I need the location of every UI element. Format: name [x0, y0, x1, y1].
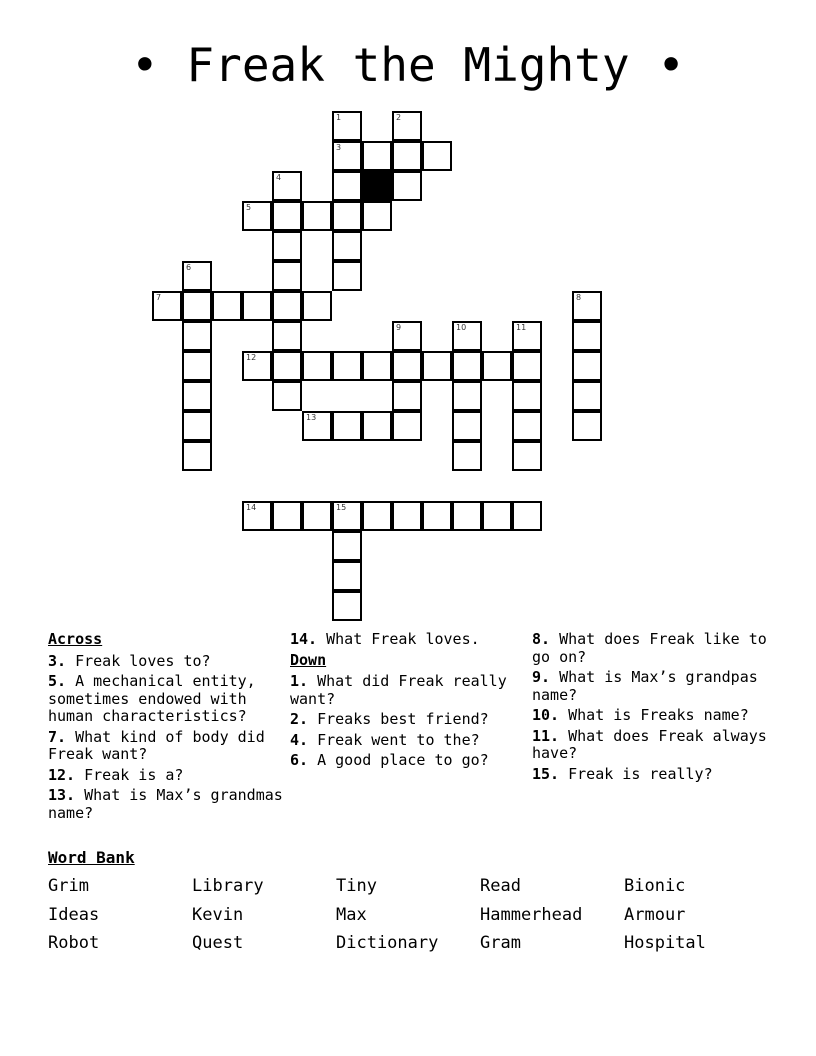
grid-cell[interactable]	[212, 291, 242, 321]
word-bank-item: Gram	[480, 933, 521, 953]
clue-item	[532, 766, 768, 784]
grid-cell[interactable]	[392, 171, 422, 201]
grid-cell[interactable]	[452, 441, 482, 471]
clue-item-text: What is Max’s grandpas name?	[532, 668, 758, 704]
grid-cell[interactable]	[452, 351, 482, 381]
grid-cell[interactable]	[332, 531, 362, 561]
grid-cell[interactable]	[332, 201, 362, 231]
clue-item-text: Freak loves to?	[66, 651, 211, 670]
grid-cell[interactable]	[392, 351, 422, 381]
clue-item-text: What kind of body did Freak want?	[48, 727, 265, 763]
clue-number: 13	[306, 413, 317, 422]
grid-cell[interactable]	[332, 111, 362, 141]
grid-cell[interactable]	[422, 141, 452, 171]
word-bank-item: Max	[336, 905, 367, 925]
clue-item-text: Freak is a?	[75, 765, 184, 784]
word-bank-item: Dictionary	[336, 933, 439, 953]
grid-cell[interactable]	[332, 501, 362, 531]
grid-cell[interactable]	[332, 561, 362, 591]
clue-item-number: 5.	[48, 672, 67, 690]
grid-cell[interactable]	[272, 351, 302, 381]
clue-item-number: 3.	[48, 651, 67, 670]
grid-cell[interactable]	[362, 501, 392, 531]
clues-column-2	[290, 631, 526, 773]
clue-item	[290, 673, 526, 708]
clue-item-number: 4.	[290, 730, 309, 749]
clue-item-text: Freak is really?	[559, 764, 713, 783]
word-bank-title: Word Bank	[48, 848, 135, 867]
word-bank-item: Read	[480, 876, 521, 896]
grid-cell[interactable]	[272, 291, 302, 321]
clue-item-text: What does Freak like to go on?	[532, 630, 767, 666]
grid-cell[interactable]	[452, 321, 482, 351]
grid-cell[interactable]	[302, 201, 332, 231]
clue-number: 1	[336, 113, 342, 122]
clue-item-number: 7.	[48, 727, 67, 746]
clue-number: 14	[246, 503, 257, 512]
grid-cell[interactable]	[482, 501, 512, 531]
word-bank-item: Ideas	[48, 905, 100, 925]
word-bank-item: Grim	[48, 876, 89, 896]
grid-cell[interactable]	[362, 411, 392, 441]
grid-cell[interactable]	[272, 501, 302, 531]
clue-number: 10	[456, 323, 467, 332]
clue-item-number: 15.	[532, 764, 560, 783]
grid-cell[interactable]	[272, 321, 302, 351]
grid-cell[interactable]	[302, 351, 332, 381]
clue-item-text: What Freak loves.	[317, 630, 480, 648]
across-heading: Across	[48, 630, 103, 648]
grid-cell[interactable]	[272, 381, 302, 411]
grid-cell[interactable]	[242, 351, 272, 381]
grid-cell[interactable]	[332, 351, 362, 381]
grid-cell[interactable]	[512, 411, 542, 441]
down-clue-list-cont	[532, 631, 768, 783]
grid-cell[interactable]	[272, 231, 302, 261]
clue-item	[48, 653, 284, 671]
grid-cell[interactable]	[182, 381, 212, 411]
clue-item-text: Freak went to the?	[308, 730, 480, 749]
grid-cell[interactable]	[272, 201, 302, 231]
grid-block-cell	[362, 171, 392, 201]
grid-cell[interactable]	[332, 141, 362, 171]
clue-item	[48, 673, 284, 726]
grid-cell[interactable]	[182, 321, 212, 351]
clue-item-text: What is Max’s grandmas name?	[48, 786, 283, 822]
clues-column-3	[532, 631, 768, 786]
word-bank-item: Library	[192, 876, 264, 896]
down-heading: Down	[290, 650, 327, 669]
grid-cell[interactable]	[362, 201, 392, 231]
clues-column-1	[48, 631, 284, 825]
grid-cell[interactable]	[182, 261, 212, 291]
grid-cell[interactable]	[512, 351, 542, 381]
clue-number: 5	[246, 203, 252, 212]
clue-number: 4	[276, 173, 282, 182]
clue-number: 7	[156, 293, 162, 302]
grid-cell[interactable]	[152, 291, 182, 321]
clue-item-text: What did Freak really want?	[290, 672, 507, 708]
across-clue-list-cont	[290, 631, 526, 649]
clue-number: 15	[336, 503, 347, 512]
grid-cell[interactable]	[392, 321, 422, 351]
grid-cell[interactable]	[482, 351, 512, 381]
clue-item	[290, 732, 526, 750]
grid-cell[interactable]	[332, 591, 362, 621]
clue-item	[532, 707, 768, 725]
clue-item-text: A mechanical entity, sometimes endowed with human characteristics?	[48, 672, 256, 725]
page-title: • Freak the Mighty •	[131, 38, 685, 92]
clue-item-number: 14.	[290, 630, 318, 648]
clue-number: 2	[396, 113, 402, 122]
clue-item-number: 9.	[532, 668, 551, 686]
clue-item	[290, 752, 526, 770]
clue-item-text: Freaks best friend?	[308, 710, 489, 728]
grid-cell[interactable]	[362, 141, 392, 171]
grid-cell[interactable]	[332, 261, 362, 291]
grid-cell[interactable]	[182, 351, 212, 381]
clue-number: 9	[396, 323, 402, 332]
grid-cell[interactable]	[182, 291, 212, 321]
grid-cell[interactable]	[512, 321, 542, 351]
grid-cell[interactable]	[242, 291, 272, 321]
grid-cell[interactable]	[572, 411, 602, 441]
word-bank-item: Hammerhead	[480, 905, 583, 925]
grid-cell[interactable]	[512, 381, 542, 411]
clue-item-number: 8.	[532, 630, 551, 648]
grid-cell[interactable]	[392, 141, 422, 171]
grid-cell[interactable]	[572, 351, 602, 381]
grid-cell[interactable]	[182, 441, 212, 471]
clue-number: 6	[186, 263, 192, 272]
grid-cell[interactable]	[362, 351, 392, 381]
clue-item-number: 11.	[532, 726, 560, 745]
across-clue-list	[48, 653, 284, 823]
word-bank-item: Quest	[192, 933, 244, 953]
grid-cell[interactable]	[242, 201, 272, 231]
clue-item	[48, 729, 284, 764]
grid-cell[interactable]	[332, 231, 362, 261]
clue-item-number: 12.	[48, 765, 76, 784]
clue-item-number: 2.	[290, 710, 309, 728]
clue-item	[290, 631, 526, 649]
grid-cell[interactable]	[452, 381, 482, 411]
grid-cell[interactable]	[272, 171, 302, 201]
grid-cell[interactable]	[332, 171, 362, 201]
grid-cell[interactable]	[302, 501, 332, 531]
clue-item	[532, 631, 768, 666]
clue-item	[48, 767, 284, 785]
grid-cell[interactable]	[392, 411, 422, 441]
grid-cell[interactable]	[452, 501, 482, 531]
grid-cell[interactable]	[392, 111, 422, 141]
grid-cell[interactable]	[572, 381, 602, 411]
clue-item-text: What does Freak always have?	[532, 726, 767, 762]
clue-number: 11	[516, 323, 527, 332]
clue-item-number: 1.	[290, 672, 309, 690]
clue-number: 3	[336, 143, 342, 152]
word-bank-item: Kevin	[192, 905, 244, 925]
clue-item-number: 10.	[532, 706, 560, 724]
grid-cell[interactable]	[572, 291, 602, 321]
grid-cell[interactable]	[512, 501, 542, 531]
clue-number: 12	[246, 353, 257, 362]
grid-cell[interactable]	[512, 441, 542, 471]
clue-item	[48, 787, 284, 822]
down-clue-list	[290, 673, 526, 770]
clue-number: 8	[576, 293, 582, 302]
word-bank-item: Tiny	[336, 876, 377, 896]
grid-cell[interactable]	[452, 411, 482, 441]
word-bank-item: Hospital	[624, 933, 706, 953]
clue-item-number: 6.	[290, 751, 309, 769]
clue-item	[532, 669, 768, 704]
clue-item-number: 13.	[48, 786, 76, 804]
word-bank-item: Robot	[48, 933, 100, 953]
grid-cell[interactable]	[302, 411, 332, 441]
clue-item	[532, 728, 768, 763]
grid-cell[interactable]	[332, 411, 362, 441]
clue-item-text: A good place to go?	[308, 751, 489, 769]
grid-cell[interactable]	[422, 351, 452, 381]
word-bank-item: Bionic	[624, 876, 686, 896]
grid-cell[interactable]	[392, 501, 422, 531]
clue-item-text: What is Freaks name?	[559, 706, 749, 724]
grid-cell[interactable]	[422, 501, 452, 531]
grid-cell[interactable]	[182, 411, 212, 441]
grid-cell[interactable]	[392, 381, 422, 411]
grid-cell[interactable]	[242, 501, 272, 531]
word-bank-item: Armour	[624, 905, 686, 925]
grid-cell[interactable]	[302, 291, 332, 321]
grid-cell[interactable]	[572, 321, 602, 351]
grid-cell[interactable]	[272, 261, 302, 291]
clue-item	[290, 711, 526, 729]
